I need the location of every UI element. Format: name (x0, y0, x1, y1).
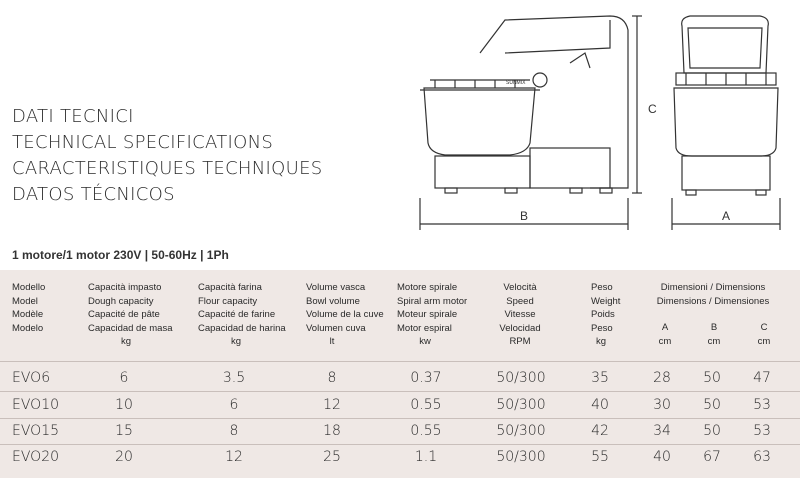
cell-spiral: 0.37 (410, 370, 442, 386)
unit-dim-a: cm (658, 336, 672, 347)
cell-speed: 50/300 (496, 423, 546, 439)
title-it: DATI TECNICI (12, 106, 134, 127)
table-divider (0, 361, 800, 362)
cell-bowl: 12 (323, 397, 341, 413)
header-dough-capacity: Capacità impasto Dough capacity Capacité de pâte Capacidad de masa (88, 282, 173, 334)
table-row (0, 444, 800, 470)
motor-spec-line: 1 motore/1 motor 230V | 50-60Hz | 1Ph (12, 248, 229, 262)
unit-flour: kg (230, 336, 242, 347)
title-fr: CARACTERISTIQUES TECHNIQUES (12, 158, 323, 179)
table-row (0, 365, 800, 391)
header-dimensions: Dimensioni / Dimensions Dimensions / Dimensiones (656, 282, 770, 307)
cell-dim-c: 63 (753, 449, 771, 465)
header-weight: Peso Weight Poids Peso (591, 282, 621, 334)
cell-bowl: 8 (327, 370, 337, 386)
cell-dough: 6 (119, 370, 129, 386)
cell-model: EVO6 (12, 370, 51, 386)
dim-a-label: A (722, 209, 731, 223)
cell-model: EVO10 (12, 397, 60, 413)
header-dim-c: C (760, 322, 768, 333)
cell-flour: 8 (229, 423, 239, 439)
cell-dim-a: 40 (653, 449, 671, 465)
cell-dim-c: 47 (753, 370, 771, 386)
cell-flour: 12 (225, 449, 243, 465)
cell-bowl: 18 (323, 423, 341, 439)
header-speed: Velocità Speed Vitesse Velocidad (499, 282, 541, 334)
cell-dim-b: 50 (703, 370, 721, 386)
cell-dim-a: 30 (653, 397, 671, 413)
cell-dim-b: 50 (703, 423, 721, 439)
header-dim-b: B (710, 322, 718, 333)
cell-speed: 50/300 (496, 397, 546, 413)
cell-flour: 3.5 (222, 370, 246, 386)
title-es: DATOS TÉCNICOS (12, 184, 175, 205)
cell-spiral: 0.55 (410, 397, 442, 413)
cell-dim-c: 53 (753, 423, 771, 439)
cell-dim-c: 53 (753, 397, 771, 413)
cell-spiral: 0.55 (410, 423, 442, 439)
unit-spiral: kw (419, 336, 431, 347)
dim-b-label: B (520, 209, 529, 223)
unit-dim-c: cm (757, 336, 771, 347)
cell-dim-b: 67 (703, 449, 721, 465)
cell-speed: 50/300 (496, 370, 546, 386)
table-row (0, 392, 800, 418)
unit-dim-b: cm (707, 336, 721, 347)
cell-speed: 50/300 (496, 449, 546, 465)
header-flour-capacity: Capacità farina Flour capacity Capacité de farine Capacidad de harina (198, 282, 286, 334)
cell-weight: 40 (591, 397, 609, 413)
cell-dim-a: 34 (653, 423, 671, 439)
table-row (0, 418, 800, 444)
brand-label: SUNMIX (506, 80, 526, 86)
cell-dough: 20 (115, 449, 133, 465)
cell-dim-b: 50 (703, 397, 721, 413)
header-spiral-motor: Motore spirale Spiral arm motor Moteur spirale Motor espiral (397, 282, 468, 334)
title-en: TECHNICAL SPECIFICATIONS (12, 132, 274, 153)
cell-dough: 15 (115, 423, 133, 439)
mixer-technical-drawing (410, 8, 790, 233)
unit-bowl: lt (329, 336, 335, 347)
title-block (12, 104, 323, 208)
unit-weight: kg (595, 336, 607, 347)
header-dim-a: A (661, 322, 669, 333)
header-bowl-volume: Volume vasca Bowl volume Volume de la cuve Volumen cuva (306, 282, 384, 334)
cell-weight: 35 (591, 370, 609, 386)
cell-dough: 10 (115, 397, 133, 413)
cell-flour: 6 (229, 397, 239, 413)
cell-weight: 42 (591, 423, 609, 439)
unit-dough: kg (120, 336, 132, 347)
cell-model: EVO15 (12, 423, 60, 439)
cell-spiral: 1.1 (414, 449, 438, 465)
cell-model: EVO20 (12, 449, 60, 465)
cell-dim-a: 28 (653, 370, 671, 386)
dim-c-label: C (648, 102, 657, 116)
cell-weight: 55 (591, 449, 609, 465)
header-model: Modello Model Modèle Modelo (12, 282, 46, 334)
cell-bowl: 25 (323, 449, 341, 465)
unit-speed: RPM (509, 336, 531, 347)
